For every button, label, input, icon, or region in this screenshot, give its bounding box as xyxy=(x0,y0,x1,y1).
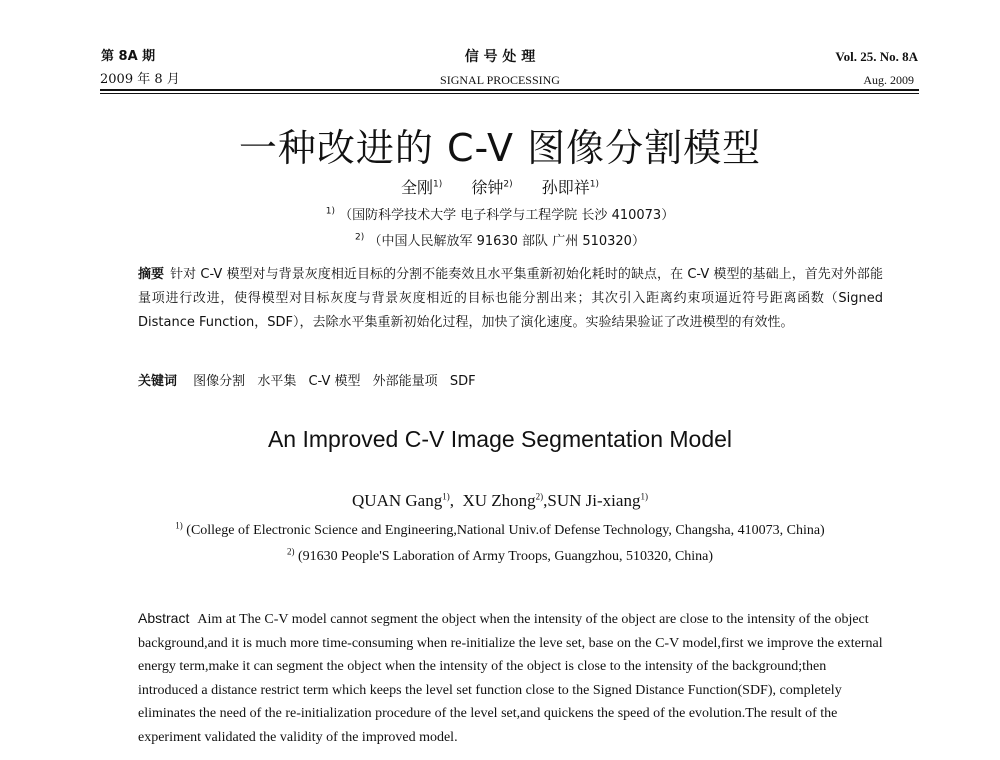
author-list-en: QUAN Gang$^{1)}$, XU Zhong$^{2)}$,SUN Ji-xiang$^{1)}$ xyxy=(352,491,648,510)
volume-number: Vol. 25. No. 8A xyxy=(835,49,918,64)
issue-date-en: Aug. 2009 xyxy=(863,73,914,87)
keyword-cn: SDF xyxy=(449,374,476,389)
abstract-en xyxy=(138,607,886,749)
affiliation-cn-1: $^{1)}$ （国防科学技术大学 电子科学与工程学院 长沙 410073） xyxy=(325,206,675,223)
keyword-cn: 水平集 xyxy=(257,374,297,389)
header-rule-thin xyxy=(100,93,919,94)
abstract-en-text: Aim at The C-V model cannot segment the object when the intensity of the object are close to the intensity of the object background,and it is much more time-consuming when re-initialize the leve set, base on the C-V model,first we improve the external energy term,make it can segment the object when the intensity of the object is close to the intensity of the background;then introduced a distance restrict term which keeps the level set function close to the Signed Distance Function(SDF), completely eliminates the need of the re-initialization procedure of the level set,and quickens the speed of the evolution.The result of the experiment validated the validity of the improved model. xyxy=(138,612,883,745)
header-rule-thick xyxy=(100,89,919,91)
journal-name-en: SIGNAL PROCESSING xyxy=(440,73,560,87)
author-cn: 全刚$^{1)}$ xyxy=(401,178,443,197)
keywords-cn-label: 关键词 xyxy=(138,374,178,389)
keyword-cn: 图像分割 xyxy=(193,374,246,389)
author-list-cn xyxy=(0,176,1000,200)
paper-title-cn: 一种改进的 C-V 图像分割模型 xyxy=(238,126,762,170)
issue-number: 第 8A 期 xyxy=(101,49,156,64)
keyword-cn: C-V 模型 xyxy=(308,374,361,389)
affiliation-en-1: $^{1)}$ (College of Electronic Science and Engineering,National Univ.of Defense Technology, Changsha, 410073, China) xyxy=(175,520,825,538)
abstract-en-label: Abstract xyxy=(138,610,190,626)
affiliation-cn-2: $^{2)}$ （中国人民解放军 91630 部队 广州 510320） xyxy=(355,232,645,249)
abstract-cn-label: 摘要 xyxy=(138,267,165,282)
abstract-cn xyxy=(138,263,883,335)
abstract-cn-text: 针对 C-V 模型对与背景灰度相近目标的分割不能奏效且水平集重新初始化耗时的缺点，在 C-V 模型的基础上，首先对外部能量项进行改进，使得模型对目标灰度与背景灰度相近的目标也能分割出来；其次引入距离约束项逼近符号距离函数（Signed Distance Function，SDF），去除水平集重新初始化过程，加快了演化速度。实验结果验证了改进模型的有效性。 xyxy=(138,267,883,330)
author-cn: 徐钟$^{2)}$ xyxy=(471,178,513,197)
journal-name-cn: 信 号 处 理 xyxy=(464,49,536,65)
keywords-cn xyxy=(138,373,484,391)
paper-title-en: An Improved C-V Image Segmentation Model xyxy=(267,426,733,452)
author-cn: 孙即祥$^{1)}$ xyxy=(541,178,599,197)
issue-date-cn: 2009 年 8 月 xyxy=(100,72,180,87)
affiliation-en-2: $^{2)}$ (91630 People'S Laboration of Army Troops, Guangzhou, 510320, China) xyxy=(286,546,714,564)
keyword-cn: 外部能量项 xyxy=(372,374,438,389)
